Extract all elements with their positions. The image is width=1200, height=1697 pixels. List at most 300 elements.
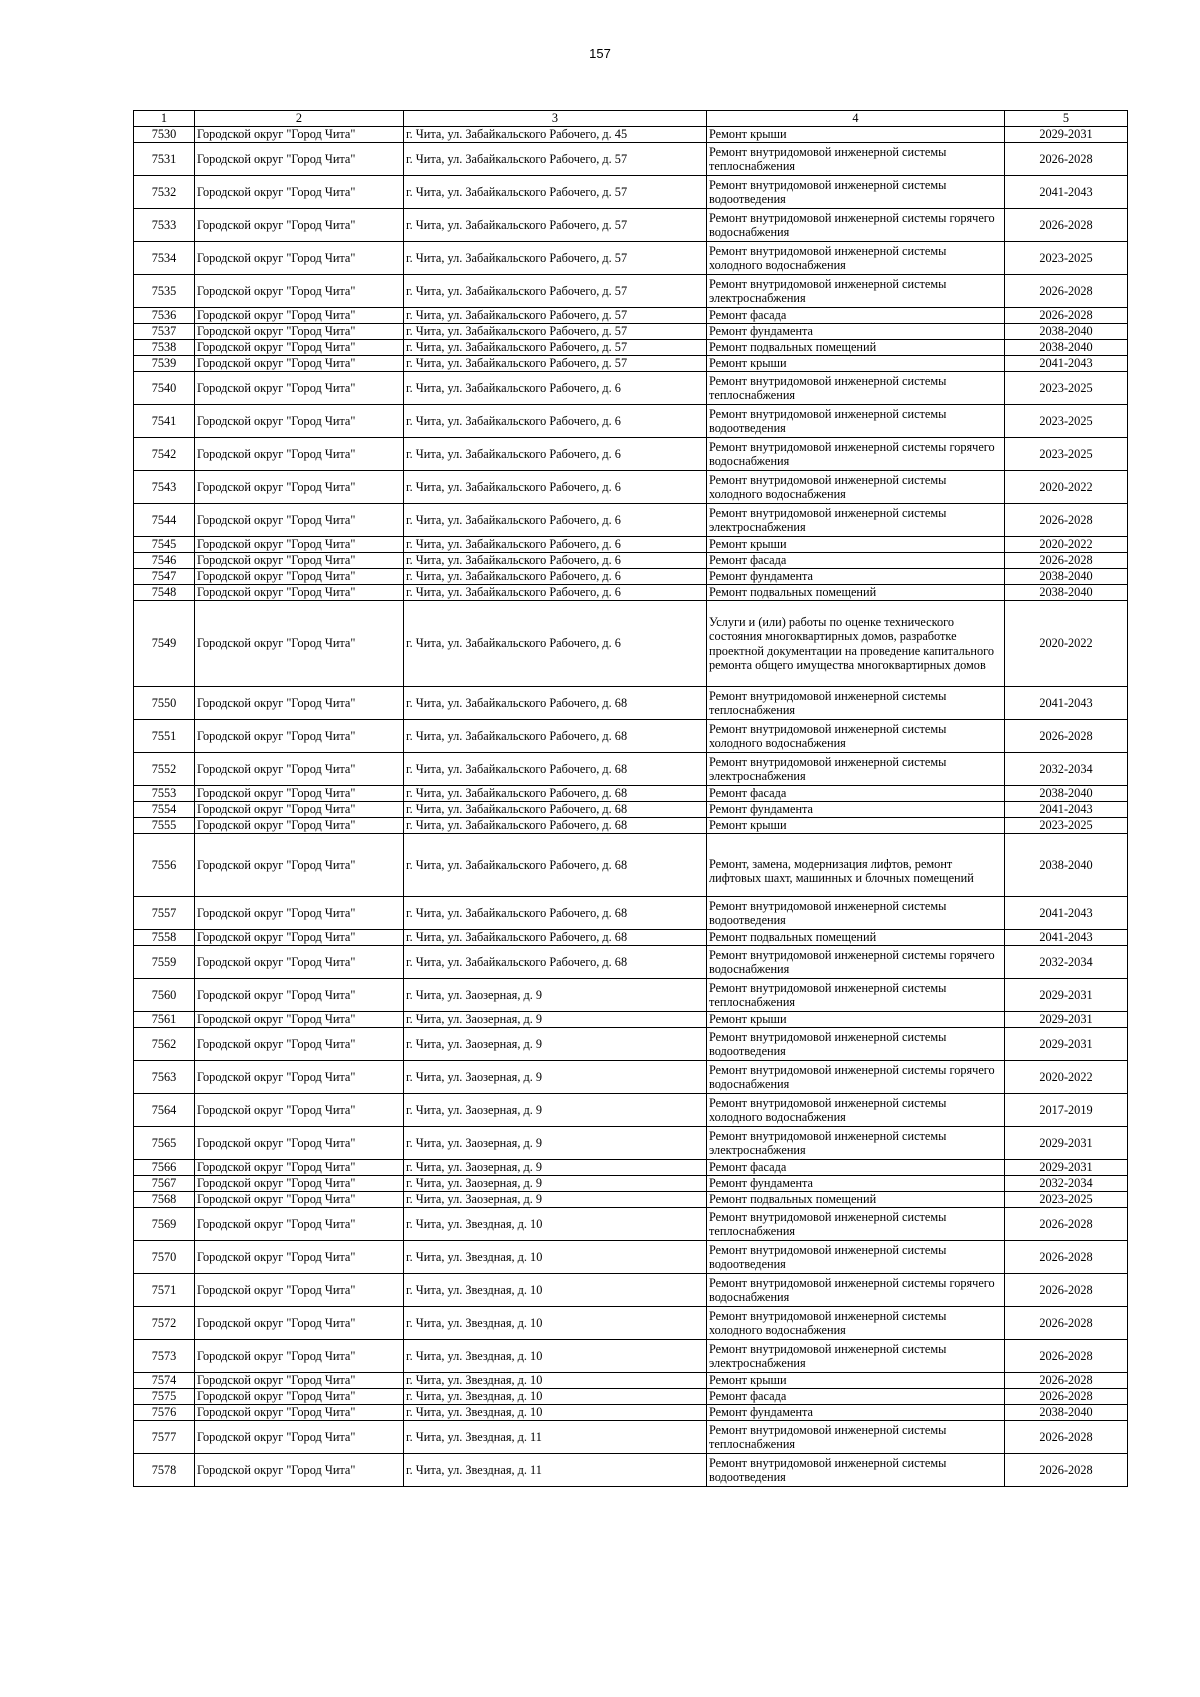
municipality-cell: Городской округ "Город Чита" <box>195 601 404 687</box>
work-type-cell: Ремонт внутридомовой инженерной системы холодного водоснабжения <box>707 1307 1005 1340</box>
work-type-cell: Ремонт крыши <box>707 356 1005 372</box>
work-type-cell: Ремонт внутридомовой инженерной системы водоотведения <box>707 897 1005 930</box>
row-number-cell: 7573 <box>134 1340 195 1373</box>
municipality-cell: Городской округ "Город Чита" <box>195 537 404 553</box>
period-cell: 2038-2040 <box>1005 834 1128 897</box>
address-cell: г. Чита, ул. Звездная, д. 10 <box>404 1373 707 1389</box>
municipality-cell: Городской округ "Город Чита" <box>195 802 404 818</box>
row-number-cell: 7538 <box>134 340 195 356</box>
municipality-cell: Городской округ "Город Чита" <box>195 1274 404 1307</box>
work-type-cell: Ремонт крыши <box>707 1373 1005 1389</box>
table-row <box>134 209 1128 242</box>
period-cell: 2026-2028 <box>1005 1241 1128 1274</box>
work-type-cell: Ремонт подвальных помещений <box>707 1192 1005 1208</box>
period-cell: 2029-2031 <box>1005 1160 1128 1176</box>
address-cell: г. Чита, ул. Забайкальского Рабочего, д. 68 <box>404 786 707 802</box>
period-cell: 2038-2040 <box>1005 324 1128 340</box>
table-row <box>134 930 1128 946</box>
table-row <box>134 1061 1128 1094</box>
municipality-cell: Городской округ "Город Чита" <box>195 143 404 176</box>
row-number-cell: 7572 <box>134 1307 195 1340</box>
row-number-cell: 7547 <box>134 569 195 585</box>
municipality-cell: Городской округ "Город Чита" <box>195 687 404 720</box>
row-number-cell: 7544 <box>134 504 195 537</box>
table-row <box>134 1012 1128 1028</box>
table-row <box>134 585 1128 601</box>
period-cell: 2032-2034 <box>1005 1176 1128 1192</box>
table-row <box>134 340 1128 356</box>
work-type-cell: Ремонт, замена, модернизация лифтов, ремонт лифтовых шахт, машинных и блочных помещений <box>707 834 1005 897</box>
row-number-cell: 7556 <box>134 834 195 897</box>
address-cell: г. Чита, ул. Забайкальского Рабочего, д. 6 <box>404 438 707 471</box>
address-cell: г. Чита, ул. Забайкальского Рабочего, д. 6 <box>404 405 707 438</box>
address-cell: г. Чита, ул. Звездная, д. 11 <box>404 1421 707 1454</box>
address-cell: г. Чита, ул. Забайкальского Рабочего, д. 68 <box>404 802 707 818</box>
row-number-cell: 7567 <box>134 1176 195 1192</box>
table-row <box>134 1405 1128 1421</box>
municipality-cell: Городской округ "Город Чита" <box>195 1012 404 1028</box>
row-number-cell: 7575 <box>134 1389 195 1405</box>
municipality-cell: Городской округ "Город Чита" <box>195 209 404 242</box>
period-cell: 2023-2025 <box>1005 1192 1128 1208</box>
period-cell: 2041-2043 <box>1005 176 1128 209</box>
table-row <box>134 979 1128 1012</box>
table-row <box>134 1373 1128 1389</box>
column-header: 2 <box>195 111 404 127</box>
period-cell: 2026-2028 <box>1005 1274 1128 1307</box>
address-cell: г. Чита, ул. Забайкальского Рабочего, д. 68 <box>404 720 707 753</box>
column-header: 3 <box>404 111 707 127</box>
row-number-cell: 7562 <box>134 1028 195 1061</box>
work-type-cell: Ремонт подвальных помещений <box>707 930 1005 946</box>
municipality-cell: Городской округ "Город Чита" <box>195 753 404 786</box>
period-cell: 2038-2040 <box>1005 340 1128 356</box>
period-cell: 2029-2031 <box>1005 1028 1128 1061</box>
table-row <box>134 372 1128 405</box>
work-type-cell: Ремонт внутридомовой инженерной системы теплоснабжения <box>707 143 1005 176</box>
table-row <box>134 127 1128 143</box>
work-type-cell: Ремонт внутридомовой инженерной системы теплоснабжения <box>707 1421 1005 1454</box>
work-type-cell: Ремонт внутридомовой инженерной системы горячего водоснабжения <box>707 1274 1005 1307</box>
work-type-cell: Услуги и (или) работы по оценке технического состояния многоквартирных домов, разработке проектной документации на проведение капитального ремонта общего имущества многоквартирных домов <box>707 601 1005 687</box>
row-number-cell: 7568 <box>134 1192 195 1208</box>
address-cell: г. Чита, ул. Забайкальского Рабочего, д. 6 <box>404 471 707 504</box>
address-cell: г. Чита, ул. Забайкальского Рабочего, д. 68 <box>404 753 707 786</box>
period-cell: 2026-2028 <box>1005 720 1128 753</box>
municipality-cell: Городской округ "Город Чита" <box>195 127 404 143</box>
municipality-cell: Городской округ "Город Чита" <box>195 720 404 753</box>
address-cell: г. Чита, ул. Заозерная, д. 9 <box>404 979 707 1012</box>
municipality-cell: Городской округ "Город Чита" <box>195 569 404 585</box>
municipality-cell: Городской округ "Город Чита" <box>195 1241 404 1274</box>
work-type-cell: Ремонт подвальных помещений <box>707 340 1005 356</box>
address-cell: г. Чита, ул. Забайкальского Рабочего, д. 6 <box>404 537 707 553</box>
table-row <box>134 897 1128 930</box>
work-type-cell: Ремонт фасада <box>707 553 1005 569</box>
work-type-cell: Ремонт внутридомовой инженерной системы холодного водоснабжения <box>707 1094 1005 1127</box>
work-type-cell: Ремонт внутридомовой инженерной системы теплоснабжения <box>707 372 1005 405</box>
work-type-cell: Ремонт внутридомовой инженерной системы холодного водоснабжения <box>707 720 1005 753</box>
work-type-cell: Ремонт фундамента <box>707 1176 1005 1192</box>
address-cell: г. Чита, ул. Забайкальского Рабочего, д. 57 <box>404 143 707 176</box>
row-number-cell: 7555 <box>134 818 195 834</box>
period-cell: 2029-2031 <box>1005 1127 1128 1160</box>
row-number-cell: 7554 <box>134 802 195 818</box>
municipality-cell: Городской округ "Город Чита" <box>195 1127 404 1160</box>
row-number-cell: 7570 <box>134 1241 195 1274</box>
municipality-cell: Городской округ "Город Чита" <box>195 553 404 569</box>
row-number-cell: 7553 <box>134 786 195 802</box>
address-cell: г. Чита, ул. Забайкальского Рабочего, д. 6 <box>404 569 707 585</box>
municipality-cell: Городской округ "Город Чита" <box>195 1405 404 1421</box>
table-row <box>134 720 1128 753</box>
row-number-cell: 7543 <box>134 471 195 504</box>
row-number-cell: 7571 <box>134 1274 195 1307</box>
period-cell: 2032-2034 <box>1005 946 1128 979</box>
row-number-cell: 7561 <box>134 1012 195 1028</box>
period-cell: 2020-2022 <box>1005 537 1128 553</box>
table-row <box>134 438 1128 471</box>
period-cell: 2017-2019 <box>1005 1094 1128 1127</box>
row-number-cell: 7542 <box>134 438 195 471</box>
municipality-cell: Городской округ "Город Чита" <box>195 356 404 372</box>
period-cell: 2038-2040 <box>1005 1405 1128 1421</box>
municipality-cell: Городской округ "Город Чита" <box>195 897 404 930</box>
period-cell: 2038-2040 <box>1005 786 1128 802</box>
municipality-cell: Городской округ "Город Чита" <box>195 818 404 834</box>
work-type-cell: Ремонт крыши <box>707 1012 1005 1028</box>
table-row <box>134 1389 1128 1405</box>
row-number-cell: 7541 <box>134 405 195 438</box>
municipality-cell: Городской округ "Город Чита" <box>195 1094 404 1127</box>
period-cell: 2041-2043 <box>1005 356 1128 372</box>
address-cell: г. Чита, ул. Забайкальского Рабочего, д. 57 <box>404 242 707 275</box>
period-cell: 2026-2028 <box>1005 1373 1128 1389</box>
table-row <box>134 356 1128 372</box>
address-cell: г. Чита, ул. Заозерная, д. 9 <box>404 1012 707 1028</box>
address-cell: г. Чита, ул. Заозерная, д. 9 <box>404 1192 707 1208</box>
work-type-cell: Ремонт внутридомовой инженерной системы холодного водоснабжения <box>707 471 1005 504</box>
period-cell: 2020-2022 <box>1005 1061 1128 1094</box>
municipality-cell: Городской округ "Город Чита" <box>195 340 404 356</box>
municipality-cell: Городской округ "Город Чита" <box>195 438 404 471</box>
address-cell: г. Чита, ул. Звездная, д. 10 <box>404 1274 707 1307</box>
row-number-cell: 7559 <box>134 946 195 979</box>
address-cell: г. Чита, ул. Забайкальского Рабочего, д. 57 <box>404 275 707 308</box>
address-cell: г. Чита, ул. Забайкальского Рабочего, д. 6 <box>404 553 707 569</box>
address-cell: г. Чита, ул. Забайкальского Рабочего, д. 57 <box>404 176 707 209</box>
period-cell: 2026-2028 <box>1005 1340 1128 1373</box>
municipality-cell: Городской округ "Город Чита" <box>195 930 404 946</box>
work-type-cell: Ремонт фундамента <box>707 802 1005 818</box>
period-cell: 2026-2028 <box>1005 1208 1128 1241</box>
period-cell: 2026-2028 <box>1005 1421 1128 1454</box>
row-number-cell: 7560 <box>134 979 195 1012</box>
period-cell: 2020-2022 <box>1005 601 1128 687</box>
work-type-cell: Ремонт фундамента <box>707 1405 1005 1421</box>
municipality-cell: Городской округ "Город Чита" <box>195 1028 404 1061</box>
period-cell: 2032-2034 <box>1005 753 1128 786</box>
row-number-cell: 7566 <box>134 1160 195 1176</box>
table-row <box>134 786 1128 802</box>
period-cell: 2023-2025 <box>1005 242 1128 275</box>
table-row <box>134 687 1128 720</box>
table-row <box>134 1127 1128 1160</box>
address-cell: г. Чита, ул. Заозерная, д. 9 <box>404 1094 707 1127</box>
table-row <box>134 1340 1128 1373</box>
row-number-cell: 7578 <box>134 1454 195 1487</box>
table-row <box>134 405 1128 438</box>
table-row <box>134 1208 1128 1241</box>
table-row <box>134 1094 1128 1127</box>
row-number-cell: 7550 <box>134 687 195 720</box>
period-cell: 2026-2028 <box>1005 275 1128 308</box>
municipality-cell: Городской округ "Город Чита" <box>195 1307 404 1340</box>
work-type-cell: Ремонт фасада <box>707 786 1005 802</box>
municipality-cell: Городской округ "Город Чита" <box>195 1061 404 1094</box>
address-cell: г. Чита, ул. Звездная, д. 10 <box>404 1389 707 1405</box>
period-cell: 2026-2028 <box>1005 553 1128 569</box>
period-cell: 2026-2028 <box>1005 308 1128 324</box>
table-row <box>134 143 1128 176</box>
row-number-cell: 7546 <box>134 553 195 569</box>
address-cell: г. Чита, ул. Забайкальского Рабочего, д. 57 <box>404 356 707 372</box>
row-number-cell: 7536 <box>134 308 195 324</box>
work-type-cell: Ремонт фундамента <box>707 324 1005 340</box>
address-cell: г. Чита, ул. Заозерная, д. 9 <box>404 1176 707 1192</box>
period-cell: 2026-2028 <box>1005 143 1128 176</box>
row-number-cell: 7557 <box>134 897 195 930</box>
row-number-cell: 7569 <box>134 1208 195 1241</box>
municipality-cell: Городской округ "Город Чита" <box>195 979 404 1012</box>
period-cell: 2041-2043 <box>1005 930 1128 946</box>
address-cell: г. Чита, ул. Забайкальского Рабочего, д. 57 <box>404 308 707 324</box>
period-cell: 2026-2028 <box>1005 1307 1128 1340</box>
table-row <box>134 176 1128 209</box>
row-number-cell: 7552 <box>134 753 195 786</box>
page-number: 157 <box>589 46 611 61</box>
work-type-cell: Ремонт внутридомовой инженерной системы водоотведения <box>707 1454 1005 1487</box>
column-header: 5 <box>1005 111 1128 127</box>
address-cell: г. Чита, ул. Забайкальского Рабочего, д. 68 <box>404 818 707 834</box>
table-row <box>134 1274 1128 1307</box>
work-type-cell: Ремонт внутридомовой инженерной системы водоотведения <box>707 405 1005 438</box>
municipality-cell: Городской округ "Город Чита" <box>195 786 404 802</box>
municipality-cell: Городской округ "Город Чита" <box>195 1340 404 1373</box>
municipality-cell: Городской округ "Город Чита" <box>195 1454 404 1487</box>
row-number-cell: 7576 <box>134 1405 195 1421</box>
row-number-cell: 7534 <box>134 242 195 275</box>
address-cell: г. Чита, ул. Заозерная, д. 9 <box>404 1127 707 1160</box>
row-number-cell: 7564 <box>134 1094 195 1127</box>
row-number-cell: 7549 <box>134 601 195 687</box>
period-cell: 2023-2025 <box>1005 818 1128 834</box>
table-row <box>134 1421 1128 1454</box>
work-type-cell: Ремонт внутридомовой инженерной системы теплоснабжения <box>707 979 1005 1012</box>
row-number-cell: 7537 <box>134 324 195 340</box>
municipality-cell: Городской округ "Город Чита" <box>195 1389 404 1405</box>
period-cell: 2026-2028 <box>1005 209 1128 242</box>
table-row <box>134 504 1128 537</box>
table-row <box>134 601 1128 687</box>
municipality-cell: Городской округ "Город Чита" <box>195 471 404 504</box>
period-cell: 2038-2040 <box>1005 569 1128 585</box>
address-cell: г. Чита, ул. Звездная, д. 10 <box>404 1405 707 1421</box>
column-number-header <box>134 111 1128 127</box>
address-cell: г. Чита, ул. Звездная, д. 10 <box>404 1307 707 1340</box>
work-type-cell: Ремонт внутридомовой инженерной системы электроснабжения <box>707 504 1005 537</box>
work-type-cell: Ремонт фасада <box>707 308 1005 324</box>
work-type-cell: Ремонт внутридомовой инженерной системы электроснабжения <box>707 1340 1005 1373</box>
work-type-cell: Ремонт внутридомовой инженерной системы горячего водоснабжения <box>707 1061 1005 1094</box>
municipality-cell: Городской округ "Город Чита" <box>195 405 404 438</box>
address-cell: г. Чита, ул. Забайкальского Рабочего, д. 57 <box>404 324 707 340</box>
address-cell: г. Чита, ул. Забайкальского Рабочего, д. 68 <box>404 946 707 979</box>
table-row <box>134 1176 1128 1192</box>
work-type-cell: Ремонт внутридомовой инженерной системы теплоснабжения <box>707 1208 1005 1241</box>
table-row <box>134 275 1128 308</box>
address-cell: г. Чита, ул. Забайкальского Рабочего, д. 68 <box>404 834 707 897</box>
period-cell: 2023-2025 <box>1005 438 1128 471</box>
work-type-cell: Ремонт крыши <box>707 537 1005 553</box>
municipality-cell: Городской округ "Город Чита" <box>195 946 404 979</box>
municipality-cell: Городской округ "Город Чита" <box>195 308 404 324</box>
table-row <box>134 324 1128 340</box>
period-cell: 2026-2028 <box>1005 1454 1128 1487</box>
municipality-cell: Городской округ "Город Чита" <box>195 1160 404 1176</box>
period-cell: 2041-2043 <box>1005 897 1128 930</box>
row-number-cell: 7533 <box>134 209 195 242</box>
address-cell: г. Чита, ул. Звездная, д. 10 <box>404 1208 707 1241</box>
row-number-cell: 7530 <box>134 127 195 143</box>
table-row <box>134 818 1128 834</box>
table-row <box>134 308 1128 324</box>
address-cell: г. Чита, ул. Забайкальского Рабочего, д. 57 <box>404 340 707 356</box>
row-number-cell: 7535 <box>134 275 195 308</box>
address-cell: г. Чита, ул. Забайкальского Рабочего, д. 57 <box>404 209 707 242</box>
address-cell: г. Чита, ул. Звездная, д. 11 <box>404 1454 707 1487</box>
address-cell: г. Чита, ул. Забайкальского Рабочего, д. 6 <box>404 601 707 687</box>
work-type-cell: Ремонт подвальных помещений <box>707 585 1005 601</box>
work-type-cell: Ремонт внутридомовой инженерной системы электроснабжения <box>707 1127 1005 1160</box>
row-number-cell: 7565 <box>134 1127 195 1160</box>
table-row <box>134 1160 1128 1176</box>
municipality-cell: Городской округ "Город Чита" <box>195 275 404 308</box>
address-cell: г. Чита, ул. Забайкальского Рабочего, д. 6 <box>404 372 707 405</box>
municipality-cell: Городской округ "Город Чита" <box>195 1208 404 1241</box>
table-row <box>134 946 1128 979</box>
table-row <box>134 753 1128 786</box>
table-row <box>134 553 1128 569</box>
period-cell: 2020-2022 <box>1005 471 1128 504</box>
work-type-cell: Ремонт внутридомовой инженерной системы горячего водоснабжения <box>707 209 1005 242</box>
work-type-cell: Ремонт крыши <box>707 818 1005 834</box>
work-type-cell: Ремонт фасада <box>707 1389 1005 1405</box>
municipality-cell: Городской округ "Город Чита" <box>195 585 404 601</box>
period-cell: 2029-2031 <box>1005 1012 1128 1028</box>
table-row <box>134 834 1128 897</box>
row-number-cell: 7540 <box>134 372 195 405</box>
work-type-cell: Ремонт внутридомовой инженерной системы водоотведения <box>707 1028 1005 1061</box>
period-cell: 2023-2025 <box>1005 372 1128 405</box>
table-row <box>134 1192 1128 1208</box>
work-type-cell: Ремонт внутридомовой инженерной системы электроснабжения <box>707 753 1005 786</box>
municipality-cell: Городской округ "Город Чита" <box>195 324 404 340</box>
municipality-cell: Городской округ "Город Чита" <box>195 242 404 275</box>
address-cell: г. Чита, ул. Заозерная, д. 9 <box>404 1028 707 1061</box>
municipality-cell: Городской округ "Город Чита" <box>195 176 404 209</box>
municipality-cell: Городской округ "Город Чита" <box>195 1421 404 1454</box>
table-row <box>134 1454 1128 1487</box>
table-row <box>134 242 1128 275</box>
municipality-cell: Городской округ "Город Чита" <box>195 834 404 897</box>
row-number-cell: 7532 <box>134 176 195 209</box>
period-cell: 2029-2031 <box>1005 979 1128 1012</box>
address-cell: г. Чита, ул. Забайкальского Рабочего, д. 68 <box>404 687 707 720</box>
capital-repair-table <box>133 110 1128 1487</box>
table-row <box>134 537 1128 553</box>
period-cell: 2041-2043 <box>1005 802 1128 818</box>
address-cell: г. Чита, ул. Забайкальского Рабочего, д. 6 <box>404 585 707 601</box>
work-type-cell: Ремонт внутридомовой инженерной системы холодного водоснабжения <box>707 242 1005 275</box>
municipality-cell: Городской округ "Город Чита" <box>195 1176 404 1192</box>
work-type-cell: Ремонт внутридомовой инженерной системы горячего водоснабжения <box>707 946 1005 979</box>
address-cell: г. Чита, ул. Забайкальского Рабочего, д. 6 <box>404 504 707 537</box>
table-row <box>134 1028 1128 1061</box>
table-row <box>134 1241 1128 1274</box>
row-number-cell: 7574 <box>134 1373 195 1389</box>
row-number-cell: 7548 <box>134 585 195 601</box>
address-cell: г. Чита, ул. Звездная, д. 10 <box>404 1241 707 1274</box>
address-cell: г. Чита, ул. Заозерная, д. 9 <box>404 1160 707 1176</box>
work-type-cell: Ремонт внутридомовой инженерной системы водоотведения <box>707 1241 1005 1274</box>
address-cell: г. Чита, ул. Заозерная, д. 9 <box>404 1061 707 1094</box>
work-type-cell: Ремонт внутридомовой инженерной системы горячего водоснабжения <box>707 438 1005 471</box>
work-type-cell: Ремонт внутридомовой инженерной системы теплоснабжения <box>707 687 1005 720</box>
row-number-cell: 7545 <box>134 537 195 553</box>
table-row <box>134 569 1128 585</box>
address-cell: г. Чита, ул. Забайкальского Рабочего, д. 45 <box>404 127 707 143</box>
address-cell: г. Чита, ул. Забайкальского Рабочего, д. 68 <box>404 897 707 930</box>
work-type-cell: Ремонт крыши <box>707 127 1005 143</box>
period-cell: 2038-2040 <box>1005 585 1128 601</box>
municipality-cell: Городской округ "Город Чита" <box>195 504 404 537</box>
row-number-cell: 7551 <box>134 720 195 753</box>
row-number-cell: 7577 <box>134 1421 195 1454</box>
municipality-cell: Городской округ "Город Чита" <box>195 1192 404 1208</box>
column-header: 1 <box>134 111 195 127</box>
table-body <box>134 127 1128 1487</box>
row-number-cell: 7531 <box>134 143 195 176</box>
period-cell: 2026-2028 <box>1005 1389 1128 1405</box>
column-header: 4 <box>707 111 1005 127</box>
address-cell: г. Чита, ул. Звездная, д. 10 <box>404 1340 707 1373</box>
table-row <box>134 1307 1128 1340</box>
table-row <box>134 802 1128 818</box>
row-number-cell: 7563 <box>134 1061 195 1094</box>
row-number-cell: 7539 <box>134 356 195 372</box>
period-cell: 2041-2043 <box>1005 687 1128 720</box>
period-cell: 2029-2031 <box>1005 127 1128 143</box>
municipality-cell: Городской округ "Город Чита" <box>195 1373 404 1389</box>
work-type-cell: Ремонт внутридомовой инженерной системы водоотведения <box>707 176 1005 209</box>
row-number-cell: 7558 <box>134 930 195 946</box>
municipality-cell: Городской округ "Город Чита" <box>195 372 404 405</box>
work-type-cell: Ремонт фундамента <box>707 569 1005 585</box>
work-type-cell: Ремонт фасада <box>707 1160 1005 1176</box>
period-cell: 2026-2028 <box>1005 504 1128 537</box>
work-type-cell: Ремонт внутридомовой инженерной системы электроснабжения <box>707 275 1005 308</box>
